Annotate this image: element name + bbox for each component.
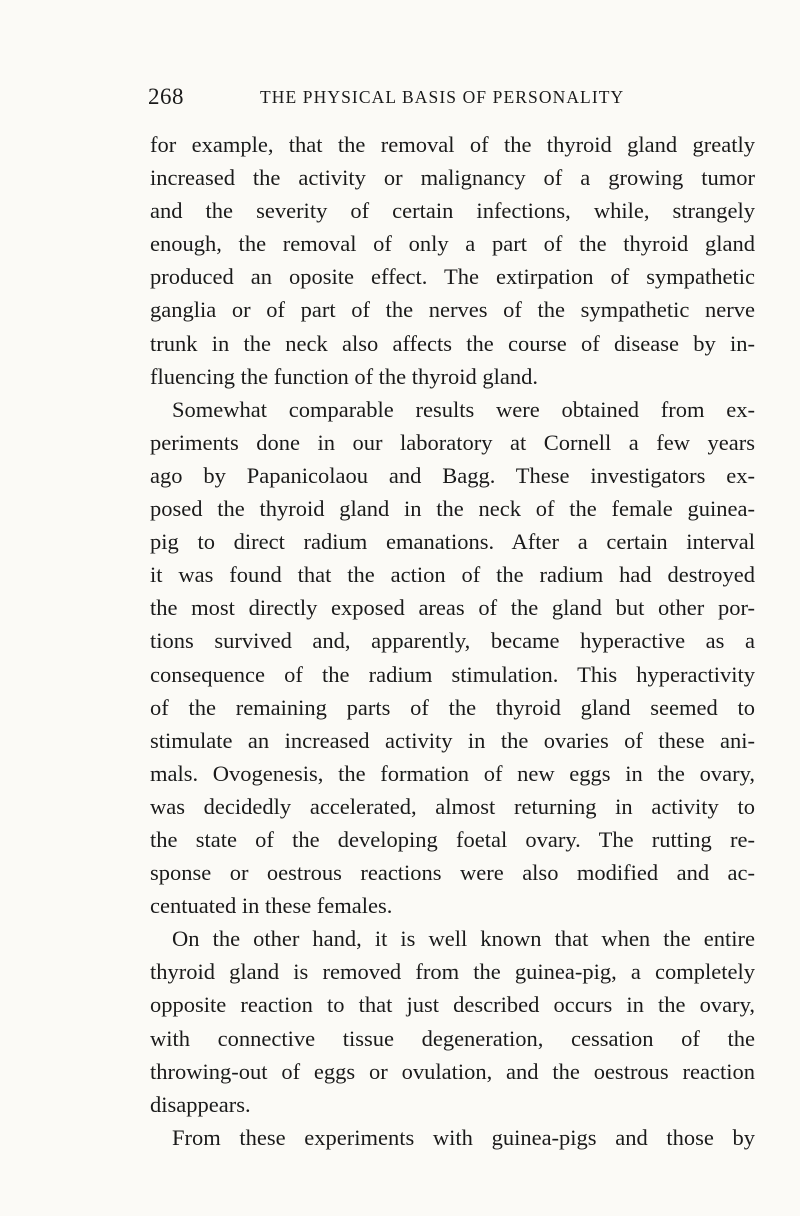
body-text: [150, 128, 755, 1154]
page-number: 268: [148, 84, 184, 109]
text-line: mals. Ovogenesis, the formation of new eggs in the ovary,: [150, 760, 755, 786]
text-line: thyroid gland is removed from the guinea-pig, a completely: [150, 959, 755, 985]
text-line: pig to direct radium emanations. After a certain interval: [150, 529, 755, 555]
text-line: the state of the developing foetal ovary. The rutting re-: [150, 826, 755, 852]
text-line: of the remaining parts of the thyroid gland seemed to: [150, 694, 755, 720]
text-line: posed the thyroid gland in the neck of the female guinea-: [150, 496, 755, 522]
text-line: produced an oposite effect. The extirpation of sympathetic: [150, 264, 755, 290]
text-line: disappears.: [150, 1091, 251, 1117]
text-line: throwing-out of eggs or ovulation, and the oestrous reaction: [150, 1058, 755, 1084]
text-line: periments done in our laboratory at Cornell a few years: [150, 429, 755, 455]
page-header: [148, 84, 668, 118]
text-line: enough, the removal of only a part of the thyroid gland: [150, 231, 755, 257]
text-line: fluencing the function of the thyroid gland.: [150, 363, 539, 389]
text-line: consequence of the radium stimulation. This hyperactivity: [150, 661, 755, 687]
text-line: for example, that the removal of the thyroid gland greatly: [150, 132, 755, 157]
text-line: and the severity of certain infections, while, strangely: [150, 198, 755, 224]
text-line: was decidedly accelerated, almost returning in activity to: [150, 793, 755, 819]
text-line: tions survived and, apparently, became hyperactive as a: [150, 628, 755, 654]
text-line: increased the activity or malignancy of a growing tumor: [150, 165, 755, 191]
text-line: opposite reaction to that just described occurs in the ovary,: [150, 992, 755, 1018]
text-line: trunk in the neck also affects the course of disease by in-: [150, 330, 755, 356]
text-line: with connective tissue degeneration, cessation of the: [150, 1025, 755, 1051]
text-line: it was found that the action of the radium had destroyed: [150, 562, 755, 588]
text-line: Somewhat comparable results were obtained from ex-: [172, 396, 755, 422]
text-line: On the other hand, it is well known that when the entire: [172, 926, 755, 952]
text-line: the most directly exposed areas of the gland but other por-: [150, 595, 755, 621]
text-line: ago by Papanicolaou and Bagg. These investigators ex-: [150, 462, 755, 488]
running-head: THE PHYSICAL BASIS OF PERSONALITY: [260, 87, 625, 107]
text-line: centuated in these females.: [150, 893, 393, 919]
text-line: sponse or oestrous reactions were also modified and ac-: [150, 860, 755, 886]
text-line: stimulate an increased activity in the ovaries of these ani-: [150, 727, 755, 753]
text-line: ganglia or of part of the nerves of the sympathetic nerve: [150, 297, 755, 323]
text-line: From these experiments with guinea-pigs and those by: [172, 1124, 755, 1150]
